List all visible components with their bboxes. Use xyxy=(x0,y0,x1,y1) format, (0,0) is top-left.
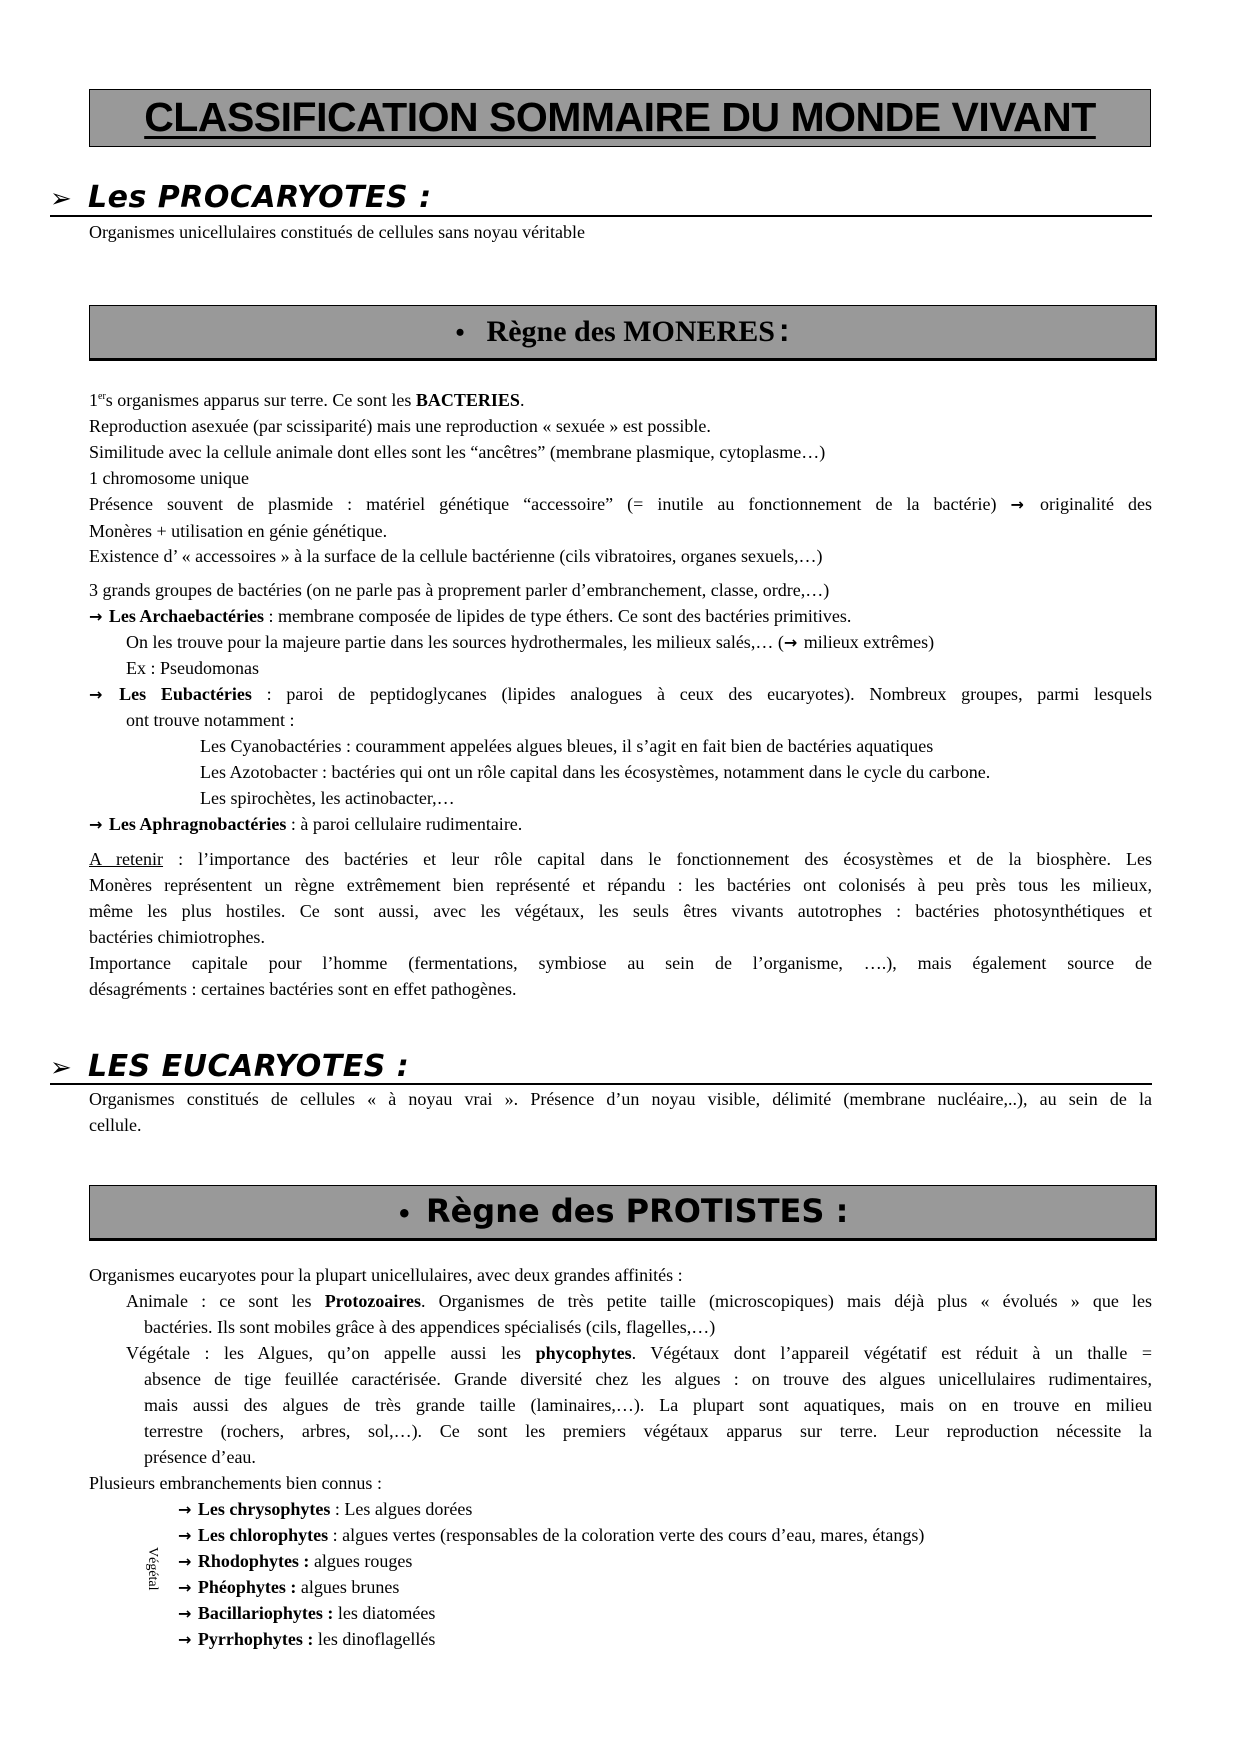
text-line xyxy=(126,1340,1152,1366)
text: On les trouve pour la majeure partie dans les sources hydrothermales, les milieux salés,… ( xyxy=(126,632,784,652)
text-line: Organismes constitués de cellules « à noyau vrai ». Présence d’un noyau visible, délimité (membrane nucléaire,..), au sein de la xyxy=(89,1089,1152,1109)
group-eubacteries xyxy=(89,681,1152,708)
regne-protistes-box xyxy=(89,1185,1157,1241)
embranchements-intro: Plusieurs embranchements bien connus : xyxy=(89,1473,382,1493)
embranchement-item xyxy=(178,1548,1240,1575)
document-title-box xyxy=(89,89,1151,147)
text-line: bactéries. Ils sont mobiles grâce à des appendices spécialisés (cils, flagelles,…) xyxy=(144,1317,716,1337)
moneres-line-2: Reproduction asexuée (par scissiparité) mais une reproduction « sexuée » est possible. xyxy=(89,416,711,436)
text: . Végétaux dont l’appareil végétatif est réduit à un thalle = xyxy=(631,1343,1153,1363)
text: les dinoflagellés xyxy=(313,1629,436,1649)
section-divider xyxy=(50,215,1152,217)
text-line xyxy=(89,846,1152,872)
text-line xyxy=(126,1288,1152,1314)
text: : à paroi cellulaire rudimentaire. xyxy=(286,814,523,834)
section-heading-procaryotes xyxy=(50,182,1152,214)
arrowhead-bullet-icon: ➢ xyxy=(50,1053,73,1083)
text-line: présence d’eau. xyxy=(144,1447,256,1467)
text: les diatomées xyxy=(333,1603,436,1623)
bold-term: Rhodophytes : xyxy=(197,1551,310,1571)
embranchement-item xyxy=(178,1600,1240,1627)
moneres-line-3: Similitude avec la cellule animale dont elles sont les “ancêtres” (membrane plasmique, cytoplasme…) xyxy=(89,442,826,462)
text: . Organismes de très petite taille (microscopiques) mais déjà plus « évolués » que les xyxy=(421,1291,1153,1311)
text: milieux extrêmes) xyxy=(799,632,935,652)
right-arrow-icon: → xyxy=(178,1578,192,1597)
group-aphragnobacteries xyxy=(89,811,1152,838)
text: : Les algues dorées xyxy=(330,1499,473,1519)
text: algues brunes xyxy=(296,1577,400,1597)
regne-moneres-box xyxy=(89,305,1157,361)
document-title: CLASSIFICATION SOMMAIRE DU MONDE VIVANT xyxy=(144,94,1096,140)
bullet-icon: • xyxy=(455,318,465,347)
right-arrow-icon: → xyxy=(178,1630,192,1649)
bold-term: BACTERIES xyxy=(415,390,520,410)
right-arrow-icon: → xyxy=(89,607,103,626)
bold-term: Pyrrhophytes : xyxy=(197,1629,314,1649)
text-line: terrestre (rochers, arbres, sol,…). Ce sont les premiers végétaux apparus sur terre. Leur reproduction nécessite la xyxy=(144,1421,1152,1441)
right-arrow-icon: → xyxy=(178,1552,192,1571)
right-arrow-icon: → xyxy=(178,1604,192,1623)
embranchement-item xyxy=(178,1522,1240,1549)
right-arrow-icon: → xyxy=(89,815,103,834)
text-line: Monères représentent un règne extrêmement bien représenté et répandu : les bactéries ont colonisés à peu près tous les milieux, xyxy=(89,875,1152,895)
section-heading-eucaryotes xyxy=(50,1051,1152,1083)
moneres-line-5 xyxy=(89,491,1152,544)
text: : algues vertes (responsables de la coloration verte des cours d’eau, mares, étangs) xyxy=(328,1525,925,1545)
text: Présence souvent de plasmide : matériel génétique “accessoire” (= inutile au fonctionnement de la bactérie) xyxy=(89,494,1011,514)
text: Animale : ce sont les xyxy=(126,1291,325,1311)
a-retenir-label: A retenir xyxy=(89,849,164,869)
eubacteries-sub-3: Les spirochètes, les actinobacter,… xyxy=(200,788,455,808)
arrowhead-bullet-icon: ➢ xyxy=(50,184,73,214)
moneres-line-1 xyxy=(89,387,1152,413)
text: s organismes apparus sur terre. Ce sont les xyxy=(105,390,416,410)
a-retenir-paragraph xyxy=(89,846,1152,1002)
text-line xyxy=(89,681,1152,708)
vegetal-side-label: Végétal xyxy=(145,1547,160,1591)
right-arrow-icon: → xyxy=(178,1526,192,1545)
groups-intro: 3 grands groupes de bactéries (on ne parle pas à proprement parler d’embranchement, classe, ordre,…) xyxy=(89,580,830,600)
right-arrow-icon: → xyxy=(178,1500,192,1519)
eucaryotes-intro xyxy=(89,1086,1152,1138)
bold-term: Les Eubactéries xyxy=(119,684,252,704)
bold-term: Phéophytes : xyxy=(197,1577,297,1597)
right-arrow-icon: → xyxy=(783,633,798,652)
text-line: Importance capitale pour l’homme (fermentations, symbiose au sein de l’organisme, ….), mais également source de xyxy=(89,953,1152,973)
procaryotes-intro: Organismes unicellulaires constitués de cellules sans noyau véritable xyxy=(89,222,586,242)
regne-moneres-colon: : xyxy=(778,312,790,348)
embranchement-item xyxy=(178,1496,1240,1523)
bold-term: Les chlorophytes xyxy=(197,1525,329,1545)
section-divider xyxy=(50,1083,1152,1085)
archaebacteries-line-2 xyxy=(126,629,1189,656)
text: Végétale : les Algues, qu’on appelle aussi les xyxy=(126,1343,536,1363)
right-arrow-icon: → xyxy=(1010,495,1024,514)
eubacteries-line-2: ont trouve notamment : xyxy=(126,710,295,730)
regne-moneres-title: Règne des MONERES xyxy=(486,315,775,348)
archaebacteries-example: Ex : Pseudomonas xyxy=(126,658,259,678)
protistes-intro: Organismes eucaryotes pour la plupart unicellulaires, avec deux grandes affinités : xyxy=(89,1265,683,1285)
text-line xyxy=(89,491,1152,518)
text-line: cellule. xyxy=(89,1115,142,1135)
embranchement-item xyxy=(178,1574,1240,1601)
text: algues rouges xyxy=(309,1551,413,1571)
superscript: er xyxy=(98,391,106,402)
text: . xyxy=(519,390,525,410)
eubacteries-sub-1: Les Cyanobactéries : couramment appelées algues bleues, il s’agit en fait bien de bactéries aquatiques xyxy=(200,736,934,756)
section-heading-label: Les PROCARYOTES : xyxy=(88,180,432,215)
bold-term: Les Archaebactéries xyxy=(108,606,265,626)
text-line: Monères + utilisation en génie génétique. xyxy=(89,521,388,541)
affinite-vegetale xyxy=(126,1340,1152,1470)
text-line: mais aussi des algues de très grande taille (laminaires,…). La plupart sont aquatiques, mais on en trouve en milieu xyxy=(144,1395,1152,1415)
bullet-icon: • xyxy=(396,1200,412,1228)
moneres-line-6: Existence d’ « accessoires » à la surface de la cellule bactérienne (cils vibratoires, organes sexuels,…) xyxy=(89,546,823,566)
bold-term: Protozoaires xyxy=(324,1291,421,1311)
text: : l’importance des bactéries et leur rôle capital dans le fonctionnement des écosystèmes et de la biosphère. Les xyxy=(163,849,1152,869)
section-heading-label: LES EUCARYOTES : xyxy=(88,1049,410,1084)
bold-term: Bacillariophytes : xyxy=(197,1603,334,1623)
right-arrow-icon: → xyxy=(89,685,103,704)
bold-term: Les chrysophytes xyxy=(197,1499,331,1519)
affinite-animale xyxy=(126,1288,1152,1340)
moneres-line-4: 1 chromosome unique xyxy=(89,468,249,488)
bold-term: phycophytes xyxy=(535,1343,632,1363)
text-line: bactéries chimiotrophes. xyxy=(89,927,265,947)
eubacteries-sub-2: Les Azotobacter : bactéries qui ont un rôle capital dans les écosystèmes, notamment dans le cycle du carbone. xyxy=(200,762,991,782)
group-archaebacteries xyxy=(89,603,1152,630)
text: : paroi de peptidoglycanes (lipides analogues à ceux des eucaryotes). Nombreux groupes, parmi lesquels xyxy=(251,684,1153,704)
bold-term: Les Aphragnobactéries xyxy=(108,814,287,834)
embranchement-item xyxy=(178,1626,1240,1653)
text-line: même les plus hostiles. Ce sont aussi, avec les végétaux, les seuls êtres vivants autotrophes : bactéries photosynthétiques et xyxy=(89,901,1152,921)
text: : membrane composée de lipides de type éthers. Ce sont des bactéries primitives. xyxy=(264,606,852,626)
text: originalité des xyxy=(1025,494,1152,514)
regne-protistes-title: Règne des PROTISTES : xyxy=(425,1192,849,1230)
text: 1 xyxy=(89,390,98,410)
text-line: désagréments : certaines bactéries sont en effet pathogènes. xyxy=(89,979,517,999)
text-line: absence de tige feuillée caractérisée. Grande diversité chez les algues : on trouve des algues unicellulaires rudimentaires, xyxy=(144,1369,1152,1389)
